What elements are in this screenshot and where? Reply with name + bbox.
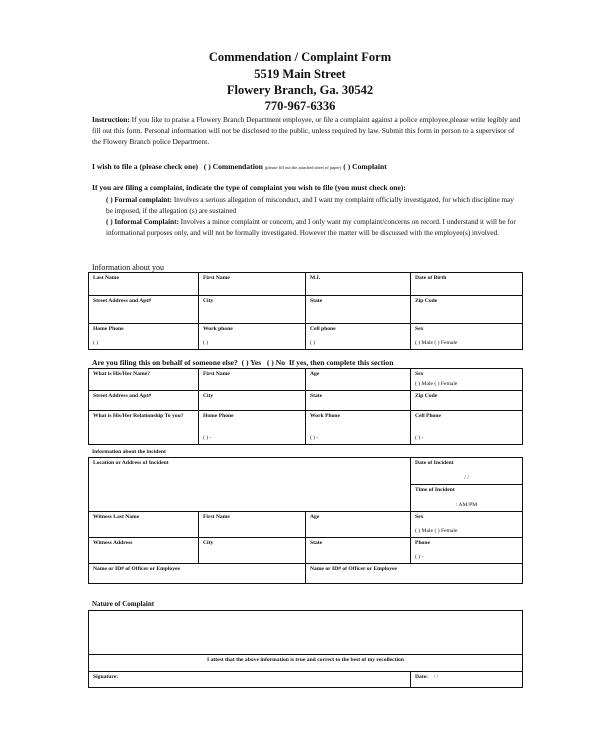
formal-complaint-text: Involves a serious allegation of misconduct, and I want my complaint officially investigated, for which discipline may be imposed, if the allegation (s) are sustained xyxy=(106,196,514,215)
phone-number: 770-967-6336 xyxy=(264,99,336,113)
work-phone-field[interactable]: Work phone ( ) xyxy=(199,324,306,350)
incident-time-field[interactable]: Time of Incident : AM/PM xyxy=(411,485,523,512)
last-name-field[interactable]: Last Name xyxy=(89,273,199,296)
informal-complaint-checkbox[interactable]: ( ) Informal Complaint: xyxy=(106,218,179,226)
state-field[interactable]: State xyxy=(306,296,411,324)
witness-address-field[interactable]: Witness Address xyxy=(89,538,199,564)
witness-last-name-field[interactable]: Witness Last Name xyxy=(89,512,199,538)
signature-field[interactable]: Signature: xyxy=(89,672,411,688)
behalf-question-line: Are you filing this on behalf of someone else? ( ) Yes ( ) No If yes, then complete this section xyxy=(92,358,394,367)
behalf-name-field[interactable]: What is His/Her Name? xyxy=(89,369,199,391)
behalf-cell-phone-field[interactable]: Cell Phone ( ) - xyxy=(411,411,523,445)
witness-age-field[interactable]: Age xyxy=(306,512,411,538)
officer-name-field-2[interactable]: Name or ID# of Officer or Employee xyxy=(306,564,523,584)
complaint-type-heading: If you are filing a complaint, indicate the type of complaint you wish to file (you must check one): xyxy=(92,183,406,192)
witness-first-name-field[interactable]: First Name xyxy=(199,512,306,538)
behalf-city-field[interactable]: City xyxy=(199,391,306,411)
city-field[interactable]: City xyxy=(199,296,306,324)
info-about-you-heading: Information about you xyxy=(92,263,164,272)
wish-line xyxy=(92,162,387,171)
address-city: Flowery Branch, Ga. 30542 xyxy=(226,83,374,97)
witness-city-field[interactable]: City xyxy=(199,538,306,564)
wish-label: I wish to file a (please check one) xyxy=(92,162,199,171)
behalf-home-phone-field[interactable]: Home Phone ( ) - xyxy=(199,411,306,445)
middle-initial-field[interactable]: M.I. xyxy=(306,273,411,296)
behalf-sex-field[interactable]: Sex ( ) Male ( ) Female xyxy=(411,369,523,391)
behalf-age-field[interactable]: Age xyxy=(306,369,411,391)
witness-state-field[interactable]: State xyxy=(306,538,411,564)
nature-table xyxy=(88,610,523,688)
behalf-state-field[interactable]: State xyxy=(306,391,411,411)
formal-complaint-checkbox[interactable]: ( ) Formal complaint: xyxy=(106,196,173,204)
instructions xyxy=(92,114,522,147)
behalf-first-name-field[interactable]: First Name xyxy=(199,369,306,391)
instructions-text: If you like to praise a Flowery Branch Department employee, or file a complaint against a police employee,please write legibly and fill out this form. Personal information will not be disclosed to the public, unless required by law. Submit this form in person to a supervisor of the Flowery Branch police Department. xyxy=(92,115,521,146)
behalf-no-checkbox[interactable]: ( ) No xyxy=(266,358,286,367)
home-phone-field[interactable]: Home Phone ( ) xyxy=(89,324,199,350)
formal-complaint-option xyxy=(106,195,522,217)
info-about-you-table xyxy=(88,272,523,350)
witness-phone-field[interactable]: Phone ( ) - xyxy=(411,538,523,564)
behalf-street-field[interactable]: Street Address and Apt# xyxy=(89,391,199,411)
informal-complaint-option xyxy=(106,217,522,239)
behalf-instruction: If yes, then complete this section xyxy=(288,358,394,367)
behalf-table xyxy=(88,368,523,445)
address-street: 5519 Main Street xyxy=(254,67,346,81)
behalf-yes-checkbox[interactable]: ( ) Yes xyxy=(241,358,262,367)
behalf-relationship-field[interactable]: What is His/Her Relationship To you? xyxy=(89,411,199,445)
first-name-field[interactable]: First Name xyxy=(199,273,306,296)
attestation-statement: I attest that the above information is true and correct to the best of my recollection xyxy=(89,655,523,672)
behalf-work-phone-field[interactable]: Work Phone ( ) - xyxy=(306,411,411,445)
nature-of-complaint-field[interactable] xyxy=(89,611,523,655)
form-title: Commendation / Complaint Form xyxy=(208,50,392,64)
officer-name-field-1[interactable]: Name or ID# of Officer or Employee xyxy=(89,564,306,584)
informal-complaint-text: Involves a minor complaint or concern, and I only want my complaint/concerns on record. I understand it will be for informational purposes only, and will not be formally investigated. However the matter will be discussed with the employee(s) involved. xyxy=(106,218,516,237)
commendation-checkbox[interactable]: ( ) Commendation xyxy=(203,162,263,171)
incident-heading: Information about the incident xyxy=(92,449,166,455)
complaint-checkbox[interactable]: ( ) Complaint xyxy=(343,162,387,171)
street-address-field[interactable]: Street Address and Apt# xyxy=(89,296,199,324)
instructions-label: Instruction: xyxy=(92,115,130,124)
commendation-note: (please fill out the attached sheet of paper) xyxy=(264,165,342,170)
zip-code-field[interactable]: Zip Code xyxy=(411,296,523,324)
sex-field[interactable]: Sex ( ) Male ( ) Female xyxy=(411,324,523,350)
date-of-birth-field[interactable]: Date of Birth xyxy=(411,273,523,296)
behalf-zip-field[interactable]: Zip Code xyxy=(411,391,523,411)
incident-table xyxy=(88,457,523,584)
witness-sex-field[interactable]: Sex ( ) Male ( ) Female xyxy=(411,512,523,538)
incident-location-field[interactable]: Location or Address of Incident xyxy=(89,458,411,512)
cell-phone-field[interactable]: Cell phone ( ) xyxy=(306,324,411,350)
incident-date-field[interactable]: Date of Incident / / xyxy=(411,458,523,485)
nature-heading: Nature of Complaint xyxy=(92,600,155,608)
signature-date-field[interactable]: Date: / / xyxy=(411,672,523,688)
